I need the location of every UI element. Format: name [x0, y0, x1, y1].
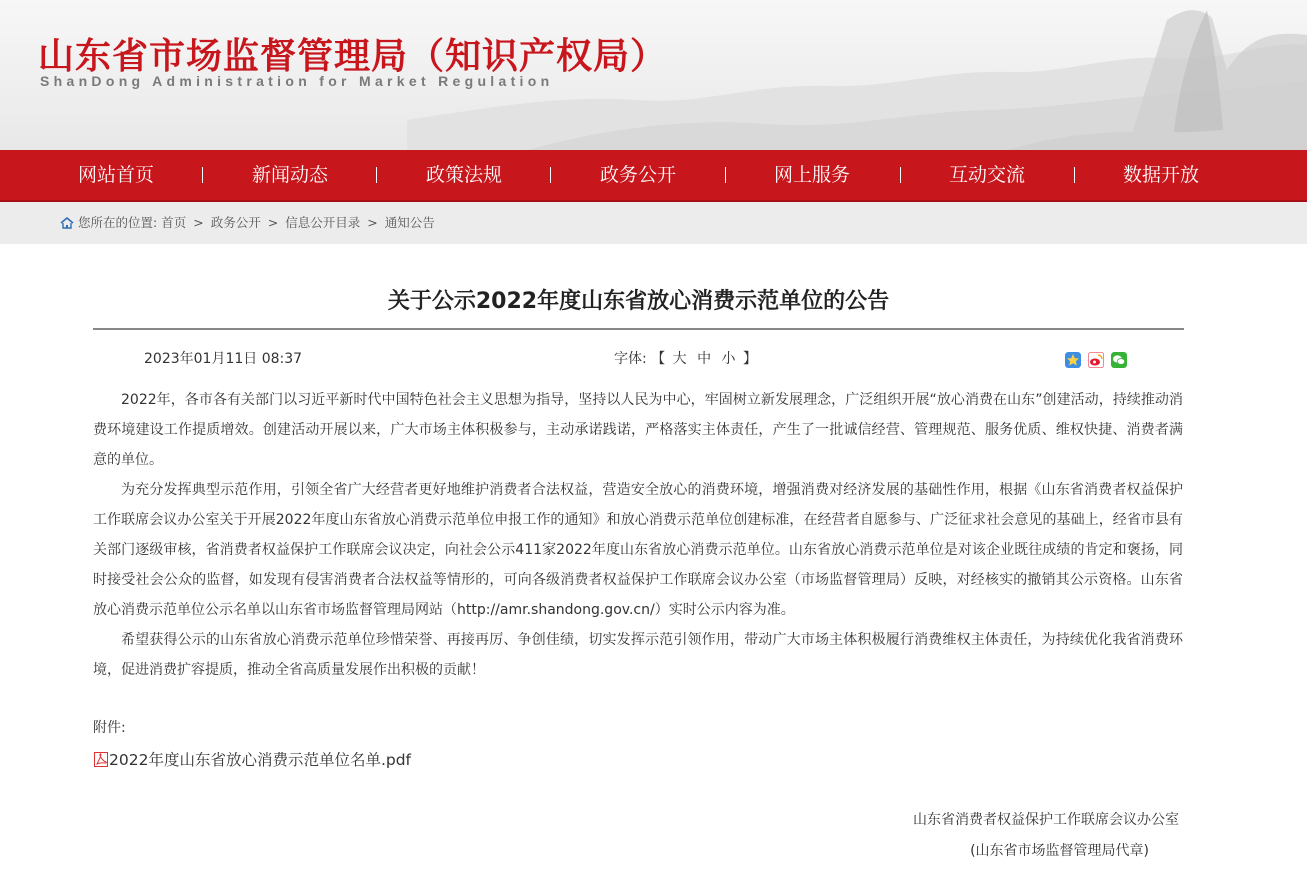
- article-paragraph: 为充分发挥典型示范作用，引领全省广大经营者更好地维护消费者合法权益，营造安全放心的消费环境，增强消费对经济发展的基础性作用，根据《山东省消费者权益保护工作联席会议办公室关于开展2022年度山东省放心消费示范单位申报工作的通知》和放心消费示范单位创建标准，在经营者自愿参与、广泛征求社会意见的基础上，经省市县有关部门逐级审核，省消费者权益保护工作联席会议决定，向社会公示411家2022年度山东省放心消费示范单位。山东省放心消费示范单位是对该企业既往成绩的肯定和褒扬，同时接受社会公众的监督，如发现有侵害消费者合法权益等情形的，可向各级消费者权益保护工作联席会议办公室（市场监督管理局）反映，对经核实的撤销其公示资格。山东省放心消费示范单位公示名单以山东省市场监督管理局网站（http://amr.shandong.gov.cn/）实时公示内容为准。: [93, 482, 1183, 618]
- signature-note: (山东省市场监督管理局代章): [970, 843, 1149, 859]
- nav-separator: [550, 167, 551, 183]
- breadcrumb-separator: >: [267, 215, 279, 230]
- article-paragraph: 希望获得公示的山东省放心消费示范单位珍惜荣誉、再接再厉、争创佳绩，切实发挥示范引领作用，带动广大市场主体积极履行消费维权主体责任，为持续优化我省消费环境，促进消费扩容提质，推动全省高质量发展作出积极的贡献！: [93, 632, 1183, 678]
- title-divider: [93, 328, 1184, 330]
- attachment-label: 附件:: [93, 720, 126, 736]
- breadcrumb-government-affairs[interactable]: 政务公开: [210, 215, 261, 230]
- nav-separator: [725, 167, 726, 183]
- nav-item-interaction[interactable]: 互动交流: [948, 164, 1025, 186]
- font-size-switcher: [614, 348, 757, 368]
- site-title: 山东省市场监督管理局（知识产权局）: [38, 36, 668, 77]
- breadcrumb-separator: >: [367, 215, 378, 230]
- font-size-large-button[interactable]: 大: [672, 351, 687, 367]
- nav-item-news[interactable]: 新闻动态: [251, 164, 328, 186]
- font-size-medium-button[interactable]: 中: [697, 351, 712, 367]
- main-nav: [0, 150, 1307, 202]
- nav-separator: [1074, 167, 1075, 183]
- attachment-link[interactable]: [94, 748, 411, 770]
- breadcrumb-home[interactable]: 首页: [161, 215, 187, 230]
- nav-item-open-data[interactable]: 数据开放: [1122, 164, 1199, 186]
- font-size-label: 字体:: [614, 351, 647, 367]
- breadcrumb: [60, 202, 435, 244]
- nav-item-home[interactable]: 网站首页: [77, 164, 154, 186]
- article-title: 关于公示2022年度山东省放心消费示范单位的公告: [387, 289, 890, 314]
- nav-separator: [202, 167, 203, 183]
- wechat-icon[interactable]: [1111, 352, 1127, 368]
- breadcrumb-notices[interactable]: 通知公告: [384, 215, 435, 230]
- breadcrumb-prefix: 您所在的位置:: [78, 215, 158, 230]
- breadcrumb-info-catalog[interactable]: 信息公开目录: [285, 215, 361, 230]
- weibo-icon[interactable]: [1088, 352, 1104, 368]
- nav-separator: [900, 167, 901, 183]
- site-subtitle: ShanDong Administration for Market Regulation: [40, 73, 554, 89]
- home-icon: [60, 217, 74, 229]
- qzone-icon[interactable]: [1065, 352, 1081, 368]
- signature-org: 山东省消费者权益保护工作联席会议办公室: [913, 812, 1179, 828]
- font-size-bracket-open: 【: [651, 351, 666, 367]
- article-body: [93, 385, 1183, 685]
- site-header: [0, 0, 1307, 150]
- attachment-filename: 2022年度山东省放心消费示范单位名单.pdf: [109, 751, 412, 769]
- nav-item-online-services[interactable]: 网上服务: [773, 164, 850, 186]
- font-size-small-button[interactable]: 小: [721, 351, 736, 367]
- nav-separator: [376, 167, 377, 183]
- nav-item-policy[interactable]: 政策法规: [425, 164, 502, 186]
- publish-date: 2023年01月11日 08:37: [144, 351, 303, 367]
- pdf-icon: [94, 752, 108, 767]
- nav-item-government-affairs[interactable]: 政务公开: [599, 164, 676, 186]
- article-paragraph: 2022年，各市各有关部门以习近平新时代中国特色社会主义思想为指导，坚持以人民为中心，牢固树立新发展理念，广泛组织开展“放心消费在山东”创建活动，持续推动消费环境建设工作提质增效。创建活动开展以来，广大市场主体积极参与，主动承诺践诺，严格落实主体责任，产生了一批诚信经营、管理规范、服务优质、维权快捷、消费者满意的单位。: [93, 392, 1183, 468]
- breadcrumb-separator: >: [193, 215, 204, 230]
- font-size-bracket-close: 】: [742, 351, 757, 367]
- breadcrumb-bar: [0, 202, 1307, 244]
